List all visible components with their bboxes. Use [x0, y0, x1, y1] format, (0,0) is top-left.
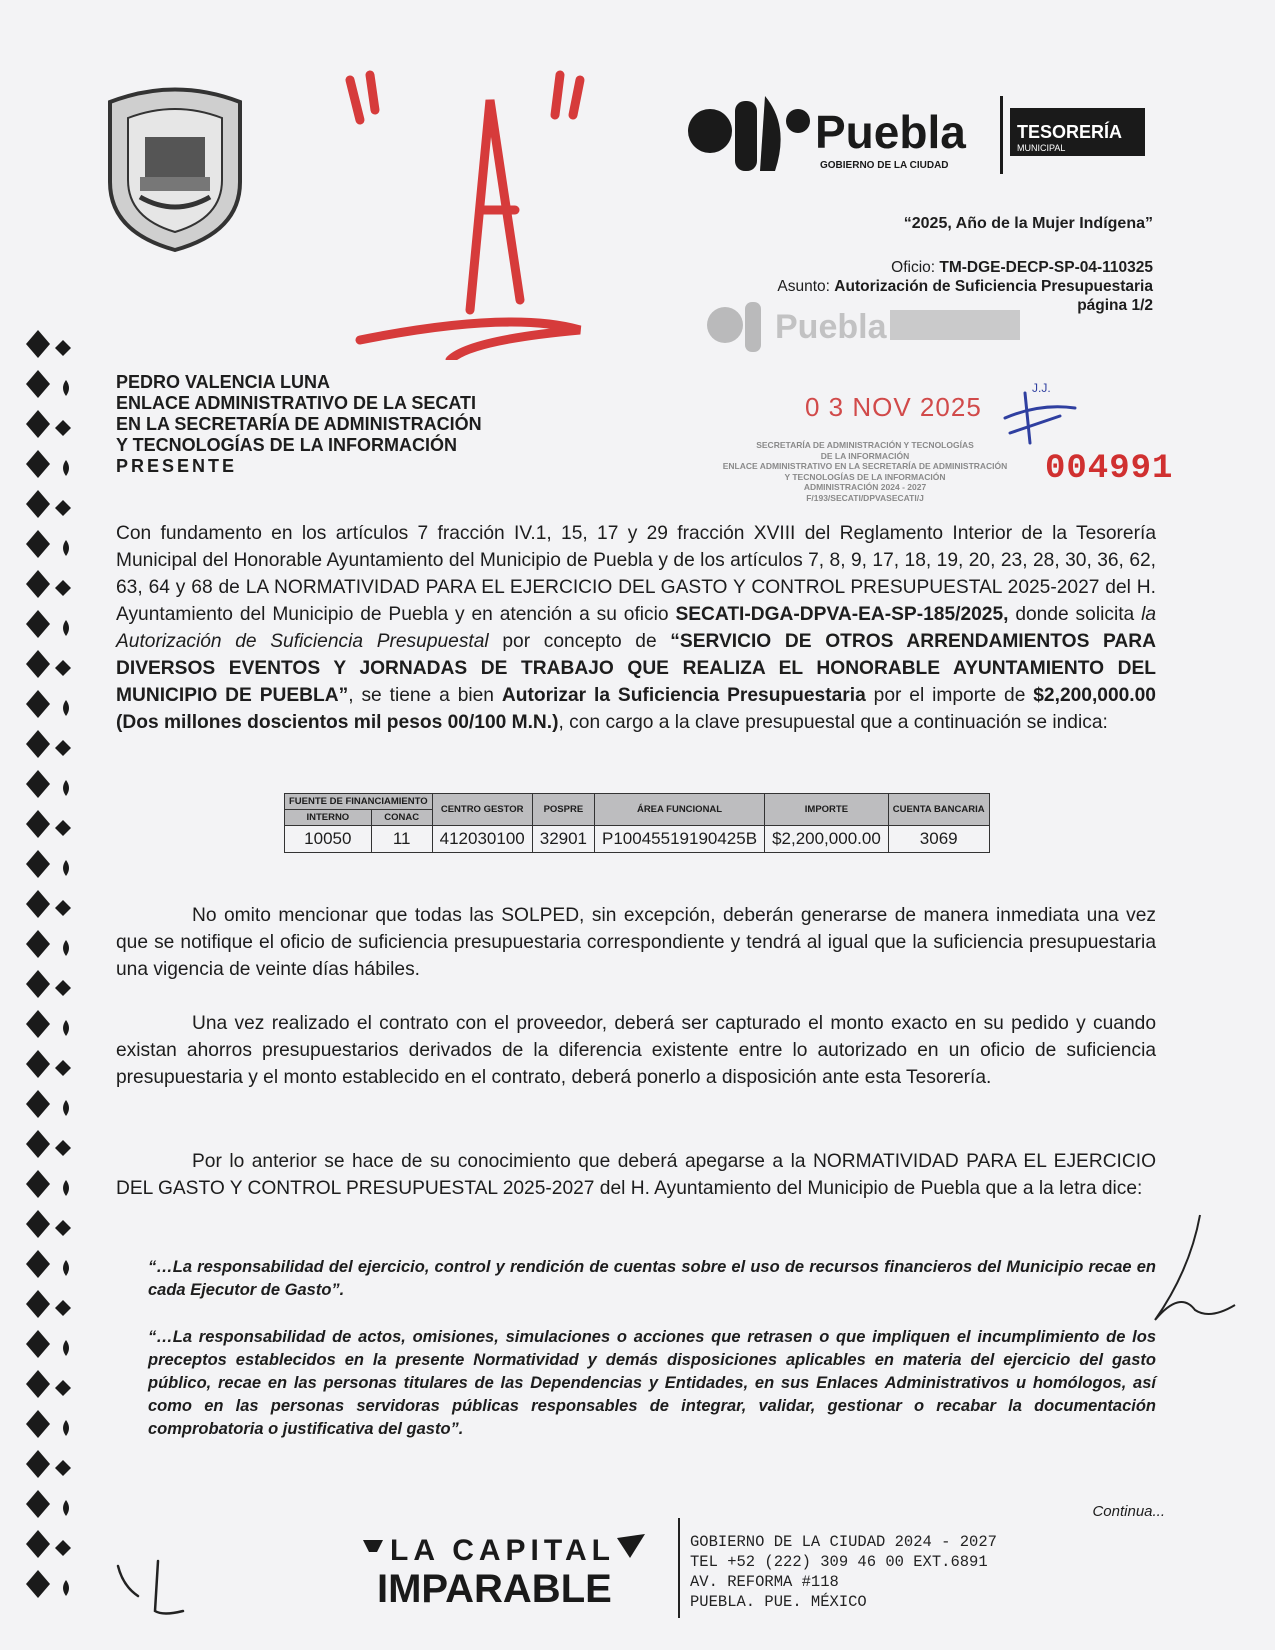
recipient-line2: EN LA SECRETARÍA DE ADMINISTRACIÓN [116, 414, 482, 434]
capital-line1: LA CAPITAL [390, 1534, 615, 1567]
th-conac: CONAC [371, 810, 432, 826]
asunto-value: Autorización de Suficiencia Presupuestaria [834, 278, 1153, 295]
recipient-line1: ENLACE ADMINISTRATIVO DE LA SECATI [116, 393, 476, 413]
p1-text-b: donde solicita [1008, 604, 1142, 625]
recipient-block [116, 372, 482, 477]
budget-key-table [284, 793, 990, 853]
stamp-line3: ENLACE ADMINISTRATIVO EN LA SECRETARÍA DE ADMINISTRACIÓN [722, 461, 1008, 471]
received-date-stamp: 0 3 NOV 2025 [805, 392, 982, 422]
p1-italic: la Autorización de Suficiencia Presupuestal [116, 604, 1157, 652]
footer-gov: GOBIERNO DE LA CIUDAD 2024 - 2027 [690, 1533, 997, 1551]
quote-omissions: “…La responsabilidad de actos, omisiones, simulaciones o acciones que retrasen o que impliquen el incumplimiento de los preceptos establecidos en la presente Normatividad y demás disposiciones aplicables en materia del ejercicio del gasto público, recae en las personas titulares de las Dependencias y Entidades, en sus Enlaces Administrativos u homólogos, así como en las personas servidoras públicas responsables de integrar, validar, gestionar o recabar la documentación comprobatoria o justificativa del gasto”. [148, 1328, 1156, 1438]
cell-cuenta: 3069 [888, 826, 989, 853]
logo-city-text: Puebla [815, 106, 966, 158]
logo-dept-text: TESORERÍA [1017, 122, 1123, 142]
paragraph-authorization [116, 520, 1156, 736]
p1-text-f: , con cargo a la clave presupuestal que a continuación se indica: [558, 712, 1108, 733]
th-centro: CENTRO GESTOR [432, 794, 532, 826]
th-interno: INTERNO [285, 810, 372, 826]
recipient-name: PEDRO VALENCIA LUNA [116, 372, 331, 392]
stamp-line2: DE LA INFORMACIÓN [820, 450, 910, 461]
la-capital-imparable-logo [355, 1520, 655, 1620]
puebla-tesoreria-logo [680, 86, 1160, 186]
reception-stamp-text [700, 440, 1030, 503]
asunto-label: Asunto: [777, 278, 835, 295]
p1-authorize: Autorizar la Suficiencia Presupuestaria [501, 685, 866, 706]
continued-note: Continua... [1092, 1503, 1165, 1520]
city-seal-icon [100, 82, 250, 252]
footer-tel: TEL +52 (222) 309 46 00 EXT.6891 [690, 1553, 988, 1571]
margin-signature [1140, 1210, 1240, 1330]
p1-text-c: por concepto de [488, 631, 671, 652]
paragraph-contract: Una vez realizado el contrato con el proveedor, deberá ser capturado el monto exacto en su pedido y cuando existan ahorros presupuestarios derivados de la diferencia existente entre lo autorizado en un oficio de suficiencia presupuestaria y el monto establecido en el contrato, deberá ponerlo a disposición ante esta Tesorería. [116, 1013, 1156, 1088]
p1-concept: “SERVICIO DE OTROS ARRENDAMIENTOS PARA DIVERSOS EVENTOS Y JORNADAS DE TRABAJO QUE REALIZA EL HONORABLE AYUNTAMIENTO DEL MUNICIPIO DE PUEBLA” [116, 631, 1156, 706]
reception-initials-signature [1000, 378, 1080, 448]
cell-interno: 10050 [285, 826, 372, 853]
cell-pospre: 32901 [532, 826, 594, 853]
document-meta [777, 258, 1153, 315]
th-cuenta: CUENTA BANCARIA [888, 794, 989, 826]
paragraph-normatividad: Por lo anterior se hace de su conocimiento que deberá apegarse a la NORMATIVIDAD PARA EL EJERCICIO DEL GASTO Y CONTROL PRESUPUESTAL 2025-2027 del H. Ayuntamiento del Municipio de Puebla que a la letra dice: [116, 1151, 1156, 1199]
th-pospre: POSPRE [532, 794, 594, 826]
stamp-line1: SECRETARÍA DE ADMINISTRACIÓN Y TECNOLOGÍAS [756, 440, 974, 450]
logo-dept-sub-text: MUNICIPAL [1017, 143, 1066, 153]
recipient-line3: Y TECNOLOGÍAS DE LA INFORMACIÓN [116, 435, 458, 455]
p1-text-a: Con fundamento en los artículos 7 fracción IV.1, 15, 17 y 29 fracción XVIII del Reglamento Interior de la Tesorería Municipal del Honorable Ayuntamiento del Municipio de Puebla y de los artículos 7, 8, 9, 17, 18, 19, 20, 23, 28, 30, 36, 62, 63, 64 y 68 de LA NORMATIVIDAD PARA EL EJERCICIO DEL GASTO Y CONTROL PRESUPUESTAL 2025-2027 del H. Ayuntamiento del Municipio de Puebla y en atención a su oficio [116, 523, 1156, 625]
svg-text:Puebla: Puebla [775, 308, 887, 346]
stamp-initials: J.J. [1032, 381, 1051, 395]
oficio-label: Oficio: [891, 259, 940, 276]
page-indicator: página 1/2 [1077, 297, 1153, 314]
th-area: ÁREA FUNCIONAL [595, 794, 765, 826]
cell-area: P10045519190425B [595, 826, 765, 853]
p1-oficio-ref: SECATI-DGA-DPVA-EA-SP-185/2025, [675, 604, 1009, 625]
cell-conac: 11 [371, 826, 432, 853]
handwritten-a-annotation [330, 60, 590, 360]
th-fuente: FUENTE DE FINANCIAMIENTO [285, 794, 433, 810]
logo-subtitle-text: GOBIERNO DE LA CIUDAD [820, 160, 949, 171]
p1-text-d: , se tiene a bien [348, 685, 502, 706]
stamp-line6: F/193/SECATI/DPVASECATI/J [806, 492, 924, 503]
stamp-line5: ADMINISTRACIÓN 2024 - 2027 [803, 482, 927, 492]
footer-address: AV. REFORMA #118 [690, 1573, 839, 1591]
p1-amount: $2,200,000.00 (Dos millones doscientos mil pesos 00/100 M.N.) [116, 685, 1156, 733]
table-row [285, 826, 990, 853]
cell-importe: $2,200,000.00 [765, 826, 889, 853]
quote-responsibility: “…La responsabilidad del ejercicio, control y rendición de cuentas sobre el uso de recursos financieros del Municipio recae en cada Ejecutor de Gasto”. [148, 1258, 1156, 1299]
footer-divider [678, 1518, 680, 1618]
th-importe: IMPORTE [765, 794, 889, 826]
p1-text-e: por el importe de [865, 685, 1034, 706]
decorative-border [18, 330, 88, 1630]
year-motto: “2025, Año de la Mujer Indígena” [903, 215, 1153, 232]
stamp-line4: Y TECNOLOGÍAS DE LA INFORMACIÓN [784, 471, 946, 482]
oficio-number: TM-DGE-DECP-SP-04-110325 [939, 259, 1153, 276]
paragraph-solped: No omito mencionar que todas las SOLPED, sin excepción, deberán generarse de manera inmediata una vez que se notifique el oficio de suficiencia presupuestaria correspondiente y tendrá al igual que la suficiencia presupuestaria una vigencia de veinte días hábiles. [116, 905, 1156, 980]
bottom-initials-signature [113, 1556, 203, 1626]
capital-line2: IMPARABLE [377, 1567, 612, 1611]
footer-city: PUEBLA. PUE. MÉXICO [690, 1593, 867, 1611]
folio-number: 004991 [1045, 450, 1174, 488]
cell-centro: 412030100 [432, 826, 532, 853]
footer-contact [690, 1532, 997, 1612]
presente-label: PRESENTE [116, 456, 238, 476]
